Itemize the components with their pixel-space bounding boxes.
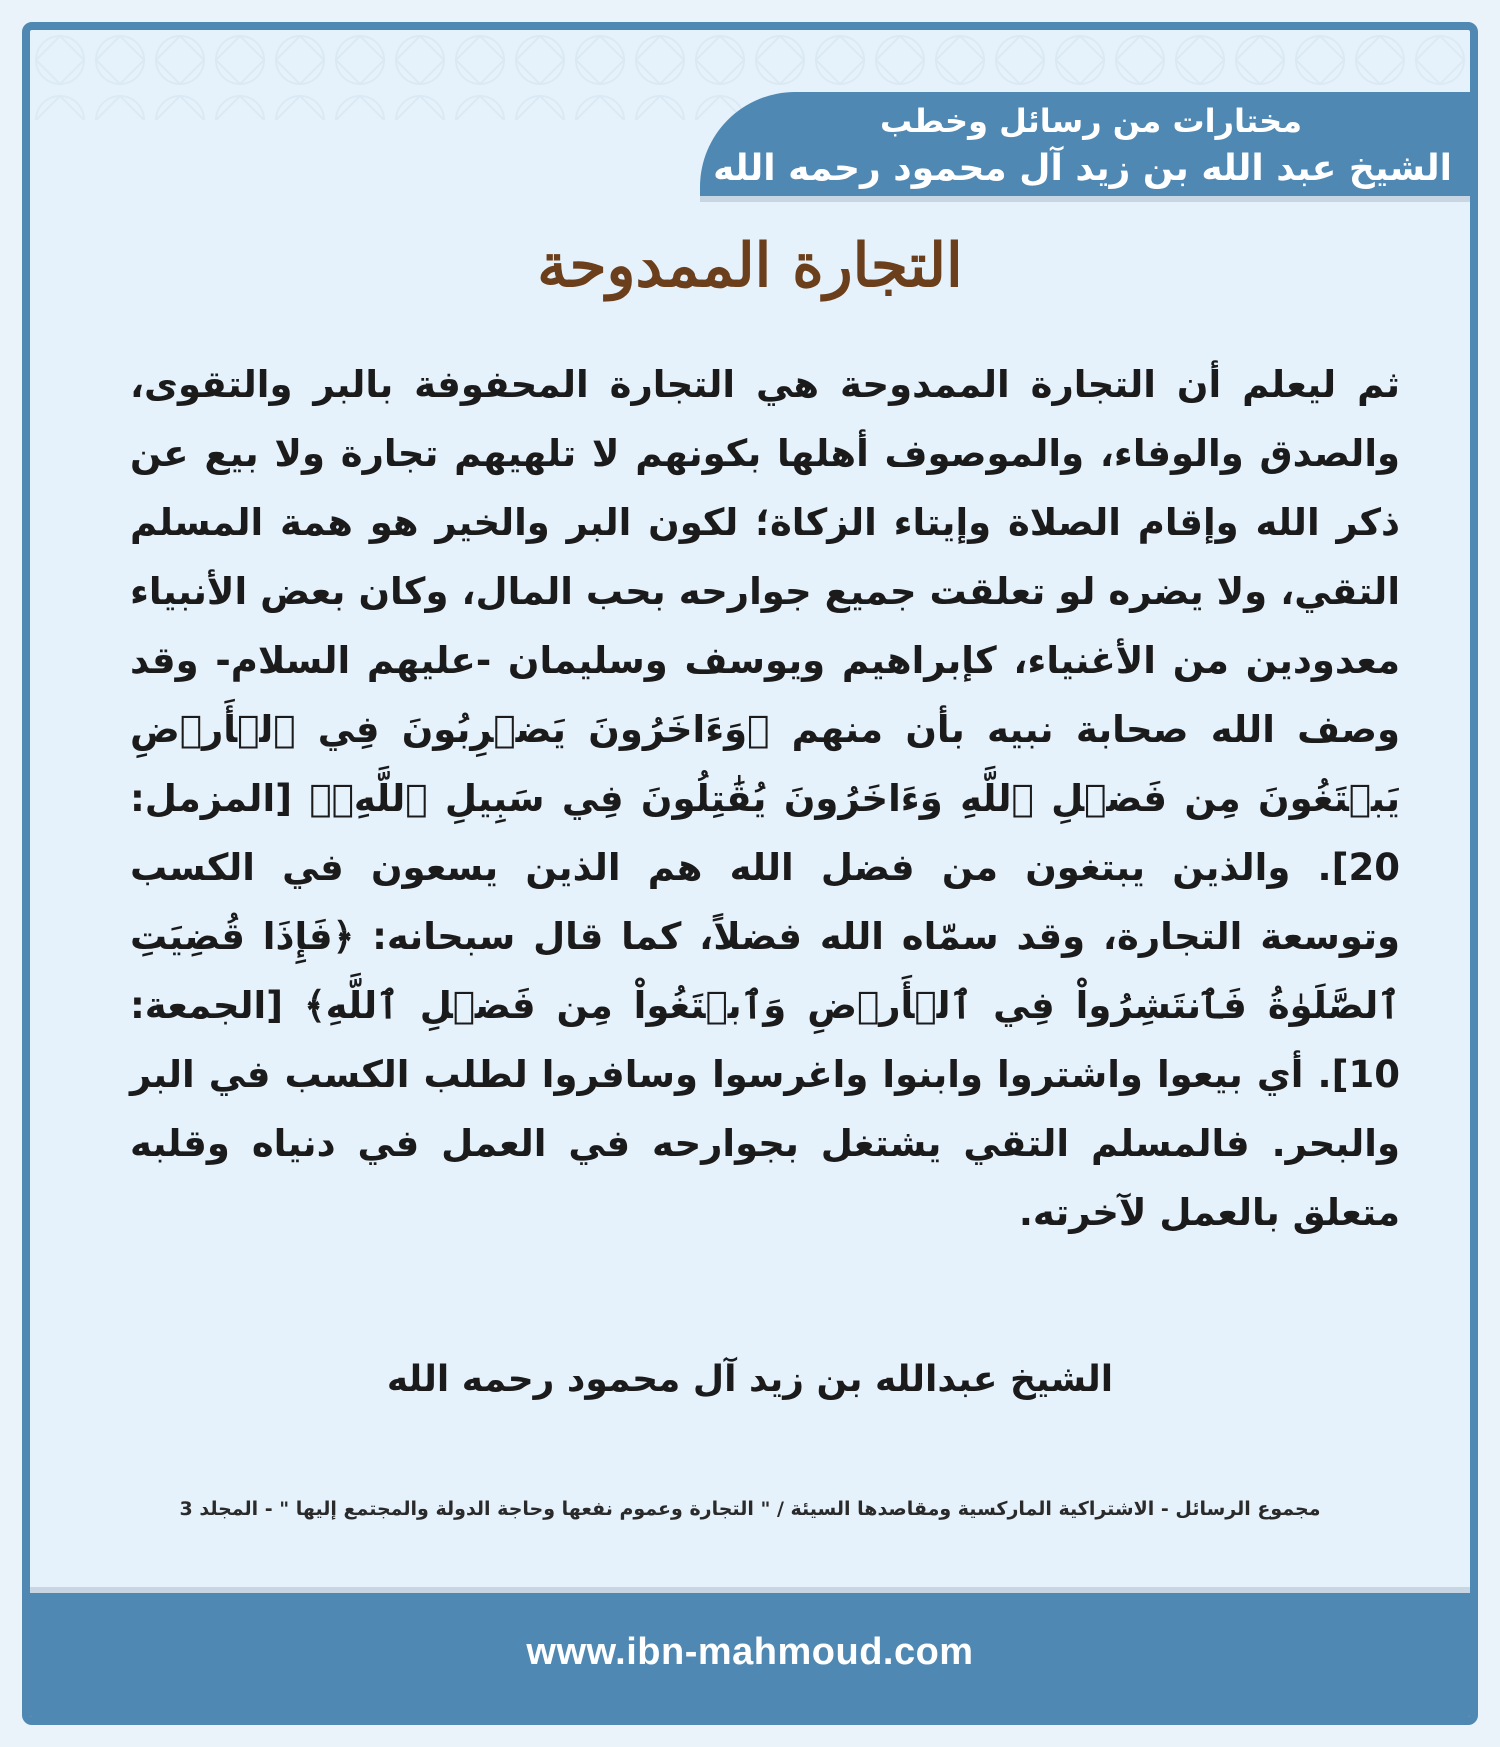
header-author-name: الشيخ عبد الله بن زيد آل محمود رحمه الله (713, 148, 1452, 189)
header-series-title: مختارات من رسائل وخطب (879, 102, 1302, 140)
footer-bar (30, 1587, 1470, 1717)
card-frame (22, 22, 1478, 1725)
author-signature: الشيخ عبدالله بن زيد آل محمود رحمه الله (386, 1359, 1114, 1400)
header-ribbon (700, 92, 1470, 202)
source-citation: مجموع الرسائل - الاشتراكية الماركسية ومقاصدها السيئة / " التجارة وعموم نفعها وحاجة الدولة والمجتمع إليها " - المجلد 3 (179, 1498, 1321, 1520)
article-title: التجارة الممدوحة (537, 231, 963, 301)
website-link[interactable]: www.ibn-mahmoud.com (526, 1631, 974, 1673)
article-body: ثم ليعلم أن التجارة الممدوحة هي التجارة المحفوفة بالبر والتقوى، والصدق والوفاء، والموصوف أهلها بكونهم لا تلهيهم تجارة ولا بيع عن ذكر الله وإقام الصلاة وإيتاء الزكاة؛ لكون البر والخير هو همة المسلم التقي، ولا يضره لو تعلقت جميع جوارحه بحب المال، وكان بعض الأنبياء معدودين من الأغنياء، كإبراهيم ويوسف وسليمان -عليهم السلام- وقد وصف الله صحابة نبيه بأن منهم ﴿وَءَاخَرُونَ يَضۡرِبُونَ فِي ٱلۡأَرۡضِ يَبۡتَغُونَ مِن فَضۡلِ ٱللَّهِ وَءَاخَرُونَ يُقَٰتِلُونَ فِي سَبِيلِ ٱللَّهِۖ﴾ [المزمل: 20]. والذين يبتغون من فضل الله هم الذين يسعون في الكسب وتوسعة التجارة، وقد سمّاه الله فضلاً، كما قال سبحانه: ﴿فَإِذَا قُضِيَتِ ٱلصَّلَوٰةُ فَٱنتَشِرُواْ فِي ٱلۡأَرۡضِ وَٱبۡتَغُواْ مِن فَضۡلِ ٱللَّهِ﴾ [الجمعة: 10]. أي بيعوا واشتروا وابنوا واغرسوا وسافروا لطلب الكسب في البر والبحر. فالمسلم التقي يشتغل بجوارحه في العمل في دنياه وقلبه متعلق بالعمل لآخرته. (130, 363, 1400, 1234)
